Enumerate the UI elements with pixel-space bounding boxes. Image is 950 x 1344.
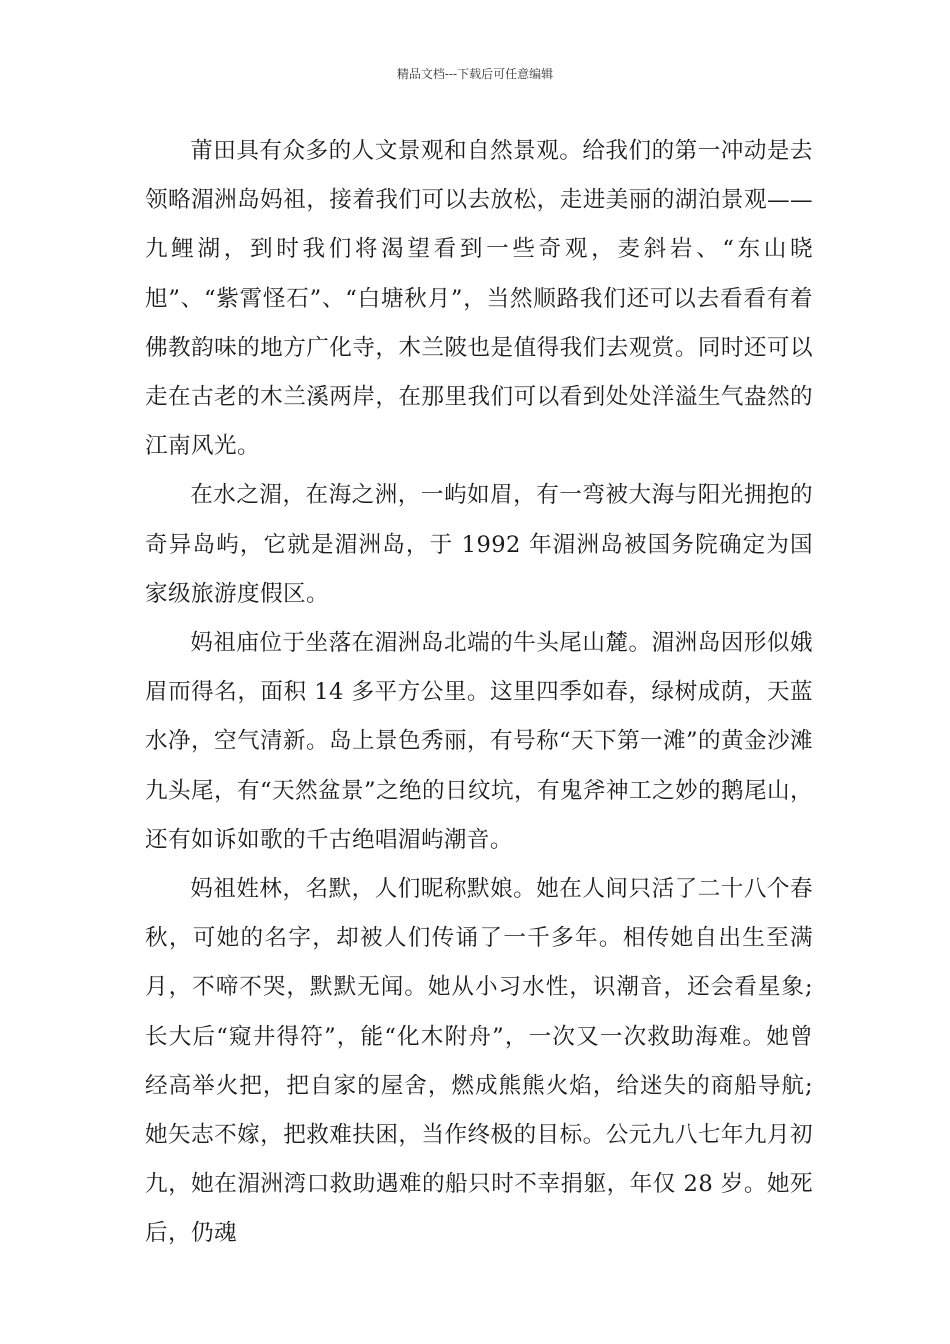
document-body bbox=[145, 127, 813, 1259]
paragraph-putian-landscapes: 莆田具有众多的人文景观和自然景观。给我们的第一冲动是去领略湄洲岛妈祖，接着我们可以去放松，走进美丽的湖泊景观——九鲤湖，到时我们将渴望看到一些奇观，麦斜岩、“东山晓旭”、“紫霄怪石”、“白塘秋月”，当然顺路我们还可以去看看有着佛教韵味的地方广化寺，木兰陂也是值得我们去观赏。同时还可以走在古老的木兰溪两岸，在那里我们可以看到处处洋溢生气盎然的江南风光。 bbox=[145, 138, 813, 460]
paragraph-mazu-temple: 妈祖庙位于坐落在湄洲岛北端的牛头尾山麓。湄洲岛因形似娥眉而得名，面积 14 多平方公里。这里四季如春，绿树成荫，天蓝水净，空气清新。岛上景色秀丽，有号称“天下第一滩”的黄金沙滩九头尾，有“天然盆景”之绝的日纹坑，有鬼斧神工之妙的鹅尾山，还有如诉如歌的千古绝唱湄屿潮音。 bbox=[145, 630, 813, 853]
paragraph-mazu-biography: 妈祖姓林，名默，人们昵称默娘。她在人间只活了二十八个春秋，可她的名字，却被人们传诵了一千多年。相传她自出生至满月，不啼不哭，默默无闻。她从小习水性，识潮音，还会看星象;长大后“窥井得符”，能“化木附舟”，一次又一次救助海难。她曾经高举火把，把自家的屋舍，燃成熊熊火焰，给迷失的商船导航;她矢志不嫁，把救难扶困，当作终极的目标。公元九八七年九月初九，她在湄洲湾口救助遇难的船只时不幸捐躯，年仅 28 岁。她死后，仍魂 bbox=[145, 876, 813, 1247]
paragraph-meizhou-island: 在水之湄，在海之洲，一屿如眉，有一弯被大海与阳光拥抱的奇异岛屿，它就是湄洲岛，于 1992 年湄洲岛被国务院确定为国家级旅游度假区。 bbox=[145, 482, 813, 607]
page-header: 精品文档---下载后可任意编辑 bbox=[396, 67, 554, 81]
